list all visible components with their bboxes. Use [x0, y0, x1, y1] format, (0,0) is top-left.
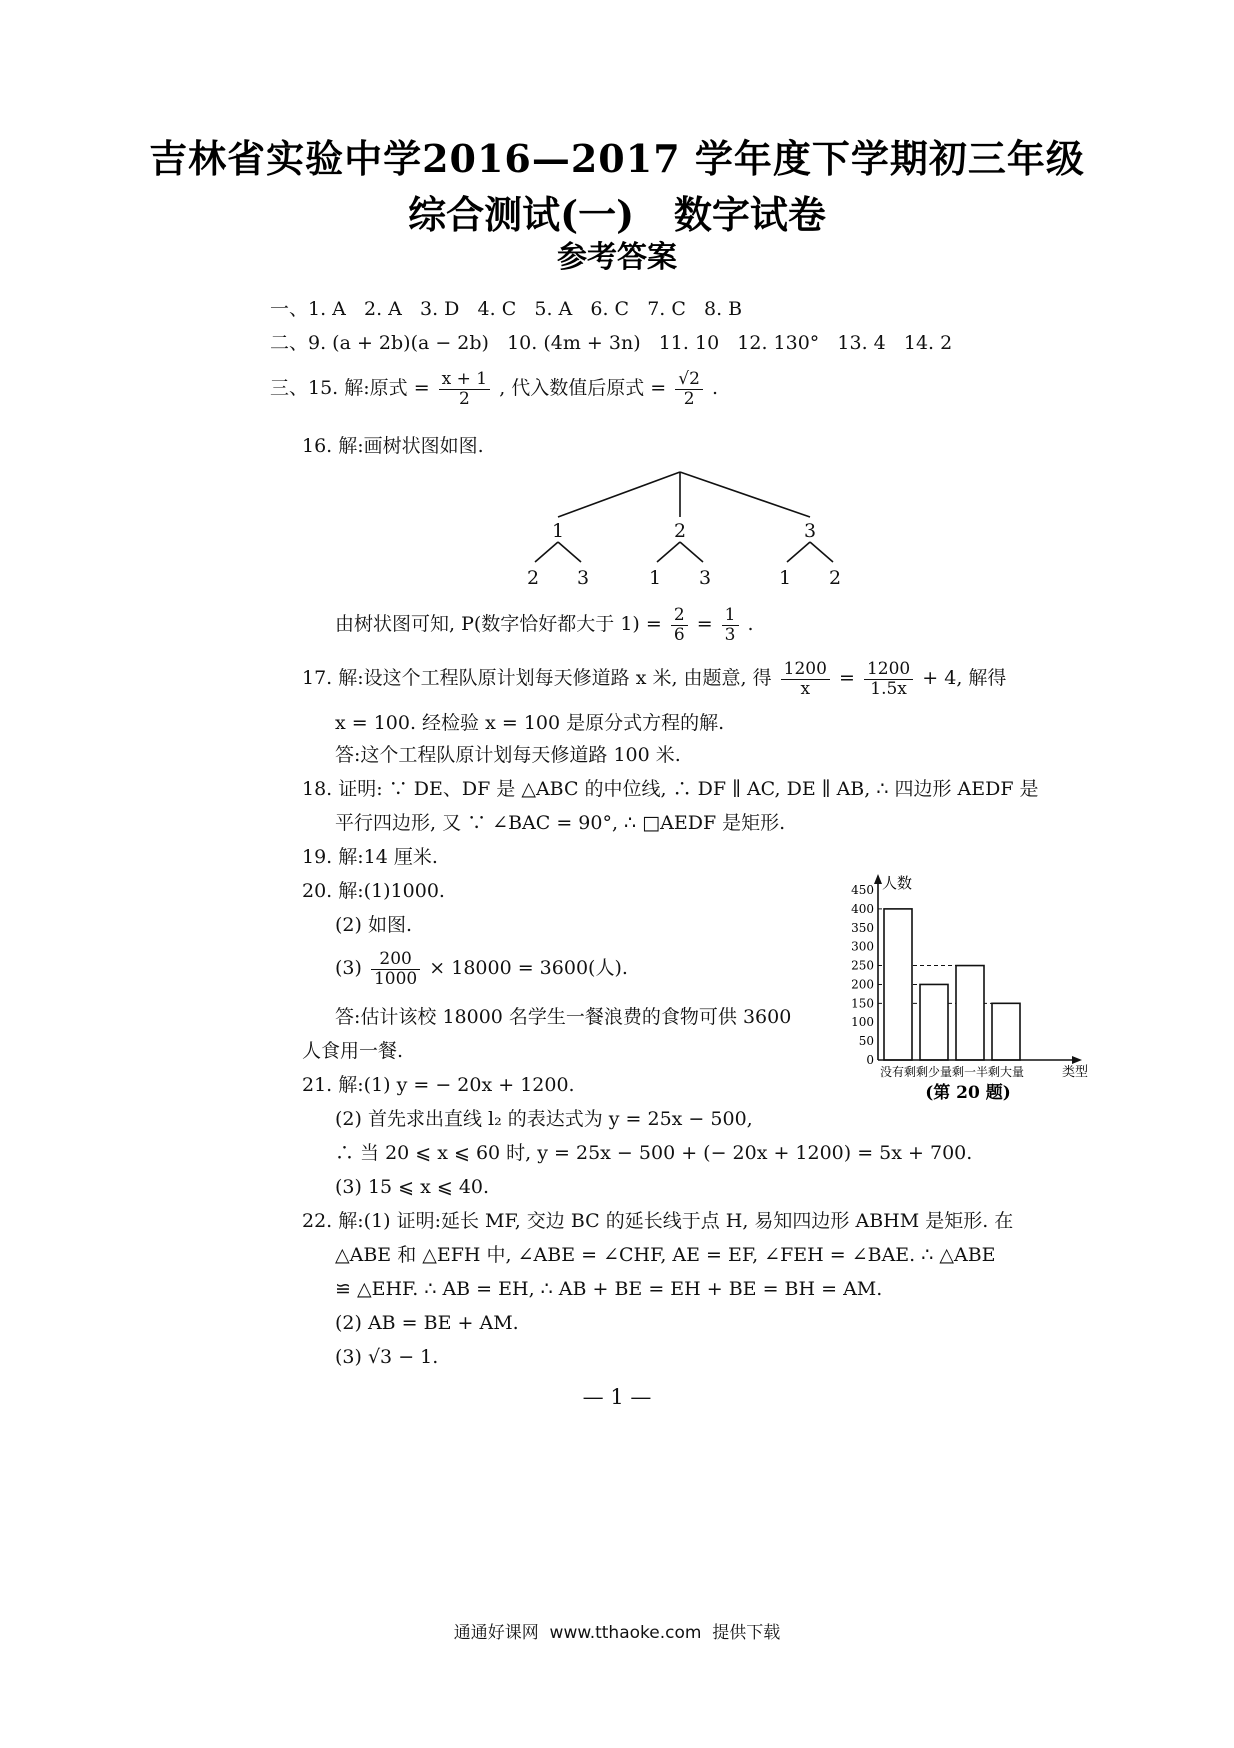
- q15-fraction-2-den: 2: [683, 388, 695, 409]
- tree-branch-root-3: [680, 472, 810, 517]
- tree-branch-3-b: [810, 542, 833, 562]
- tree-diagram: [500, 462, 860, 602]
- q20-line-3-suffix: × 18000 = 3600(人).: [429, 957, 628, 980]
- q15-solution: [270, 370, 718, 408]
- tree-node-3-1: 1: [778, 567, 792, 589]
- q15-fraction-2-num: √2: [675, 370, 703, 390]
- q20-line-5: 人食用一餐.: [302, 1040, 404, 1062]
- q16-conclusion: [335, 606, 754, 644]
- q22-line-3: ≌ △EHF. ∴ AB = EH, ∴ AB + BE = EH + BE = BH = AM.: [335, 1278, 883, 1300]
- q15-end: .: [711, 377, 719, 400]
- answers-section-2: 二、9. (a + 2b)(a − 2b) 10. (4m + 3n) 11. 10 12. 130° 13. 4 14. 2: [270, 332, 953, 354]
- q21-line-3: ∴ 当 20 ⩽ x ⩽ 60 时, y = 25x − 500 + (− 20x + 1200) = 5x + 700.: [335, 1142, 973, 1164]
- footer-source: 通通好课网 www.tthaoke.com 提供下载: [453, 1623, 781, 1643]
- chart-category-label-2: 剩少量: [915, 1065, 953, 1079]
- q20-line-3: [335, 950, 628, 988]
- tree-branch-1-a: [535, 542, 558, 562]
- q20-fraction-num: 200: [371, 950, 420, 970]
- chart-y-ticks: [851, 883, 874, 1067]
- q17-fraction-1-den: x: [800, 678, 811, 699]
- title-answer-key: 参考答案: [557, 240, 677, 275]
- tree-branch-2-a: [657, 542, 680, 562]
- chart-category-label-1: 没有剩: [879, 1065, 917, 1079]
- q17-fraction-2: [864, 660, 913, 698]
- chart-y-tick-label: 350: [851, 920, 874, 935]
- tree-node-2-1: 1: [648, 567, 662, 589]
- chart-bar-3: [956, 966, 984, 1060]
- tree-node-2-2: 3: [698, 567, 712, 589]
- chart-caption: (第 20 题): [925, 1083, 1011, 1103]
- chart-bar-4: [992, 1003, 1020, 1060]
- tree-branch-root-1: [558, 472, 680, 517]
- q22-line-4: (2) AB = BE + AM.: [335, 1312, 519, 1334]
- tree-node-1-1: 2: [526, 567, 540, 589]
- q21-line-4: (3) 15 ⩽ x ⩽ 40.: [335, 1176, 490, 1198]
- q16-fraction-2: [722, 606, 739, 644]
- chart-x-label: 类型: [1062, 1065, 1089, 1080]
- q20-line-2: (2) 如图.: [335, 914, 412, 936]
- q16-concl-prefix: 由树状图可知, P(数字恰好都大于 1) =: [335, 613, 662, 636]
- chart-y-tick-label: 50: [858, 1034, 874, 1049]
- page-number: — 1 —: [582, 1385, 652, 1409]
- q15-mid: , 代入数值后原式 =: [499, 377, 667, 400]
- answers-section-1: 一、1. A 2. A 3. D 4. C 5. A 6. C 7. C 8. B: [270, 298, 743, 320]
- q18-line-2: 平行四边形, 又 ∵ ∠BAC = 90°, ∴ □AEDF 是矩形.: [335, 812, 786, 834]
- q17-fraction-1-num: 1200: [781, 660, 830, 680]
- tree-node-level1-3: 3: [803, 520, 817, 542]
- q21-line-2: (2) 首先求出直线 l₂ 的表达式为 y = 25x − 500,: [335, 1108, 753, 1130]
- q18-line-1: 18. 证明: ∵ DE、DF 是 △ABC 的中位线, ∴ DF ∥ AC, DE ∥ AB, ∴ 四边形 AEDF 是: [302, 778, 1039, 800]
- q17-line-2: x = 100. 经检验 x = 100 是原分式方程的解.: [335, 712, 725, 734]
- q16-intro: 16. 解:画树状图如图.: [302, 435, 484, 457]
- q15-fraction-1: [439, 370, 490, 408]
- chart-x-labels: [880, 1064, 1024, 1079]
- q15-prefix: 三、15. 解:原式 =: [270, 377, 430, 400]
- q20-fraction: [371, 950, 420, 988]
- tree-node-level1-2: 2: [673, 520, 687, 542]
- q17-fraction-2-num: 1200: [864, 660, 913, 680]
- q21-line-1: 21. 解:(1) y = − 20x + 1200.: [302, 1074, 575, 1096]
- q17-line-3: 答:这个工程队原计划每天修道路 100 米.: [335, 744, 681, 766]
- q20-line-4: 答:估计该校 18000 名学生一餐浪费的食物可供 3600: [335, 1006, 792, 1028]
- chart-bars: [884, 909, 1020, 1060]
- chart-category-label-3: 剩一半: [951, 1065, 989, 1079]
- q15-fraction-1-num: x + 1: [439, 370, 490, 390]
- chart-y-tick-label: 450: [851, 883, 874, 897]
- chart-y-tick-label: 400: [851, 901, 874, 916]
- chart-y-tick-label: 0: [866, 1053, 874, 1067]
- q16-fraction-1: [671, 606, 688, 644]
- chart-y-tick-label: 200: [851, 977, 874, 992]
- q16-fraction-1-den: 6: [673, 624, 685, 645]
- q16-fraction-1-num: 2: [671, 606, 688, 626]
- chart-x-axis-arrow: [1072, 1056, 1082, 1064]
- bar-chart: [840, 870, 1100, 1110]
- q22-line-1: 22. 解:(1) 证明:延长 MF, 交边 BC 的延长线于点 H, 易知四边形 ABHM 是矩形. 在: [302, 1210, 1014, 1232]
- chart-category-label-4: 剩大量: [987, 1065, 1025, 1079]
- tree-node-level1-1: 1: [551, 520, 565, 542]
- tree-branch-2-b: [680, 542, 703, 562]
- tree-branch-3-a: [787, 542, 810, 562]
- chart-y-tick-label: 300: [851, 939, 874, 954]
- q22-line-5: (3) √3 − 1.: [335, 1346, 439, 1368]
- chart-bar-1: [884, 909, 912, 1060]
- q20-line-3-prefix: (3): [335, 957, 362, 980]
- q17-prefix: 17. 解:设这个工程队原计划每天修道路 x 米, 由题意, 得: [302, 667, 772, 690]
- q19-answer: 19. 解:14 厘米.: [302, 846, 438, 868]
- title-line-1: 吉林省实验中学2016—2017 学年度下学期初三年级: [149, 136, 1085, 181]
- chart-y-tick-label: 250: [851, 958, 874, 973]
- q22-line-2: △ABE 和 △EFH 中, ∠ABE = ∠CHF, AE = EF, ∠FEH = ∠BAE. ∴ △ABE: [335, 1244, 996, 1266]
- chart-y-tick-label: 150: [851, 996, 874, 1011]
- tree-branch-1-b: [558, 542, 581, 562]
- q16-fraction-2-den: 3: [724, 624, 736, 645]
- q16-eq: =: [696, 613, 713, 636]
- tree-node-1-2: 3: [576, 567, 590, 589]
- chart-y-tick-label: 100: [851, 1015, 874, 1030]
- title-line-2: 综合测试(一) 数字试卷: [408, 192, 826, 237]
- chart-y-axis-arrow: [874, 874, 882, 884]
- chart-y-label: 人数: [882, 874, 913, 892]
- q17-line-1: [302, 660, 1006, 698]
- q15-fraction-1-den: 2: [458, 388, 470, 409]
- q17-fraction-1: [781, 660, 830, 698]
- chart-bar-2: [920, 984, 948, 1060]
- tree-node-3-2: 2: [828, 567, 842, 589]
- q16-fraction-2-num: 1: [722, 606, 739, 626]
- q20-line-1: 20. 解:(1)1000.: [302, 880, 445, 902]
- q15-fraction-2: [675, 370, 703, 408]
- q20-fraction-den: 1000: [373, 968, 418, 989]
- q17-fraction-2-den: 1.5x: [870, 678, 907, 699]
- q17-eq: =: [838, 667, 855, 690]
- q17-suffix: + 4, 解得: [922, 667, 1007, 690]
- q16-end: .: [747, 613, 754, 636]
